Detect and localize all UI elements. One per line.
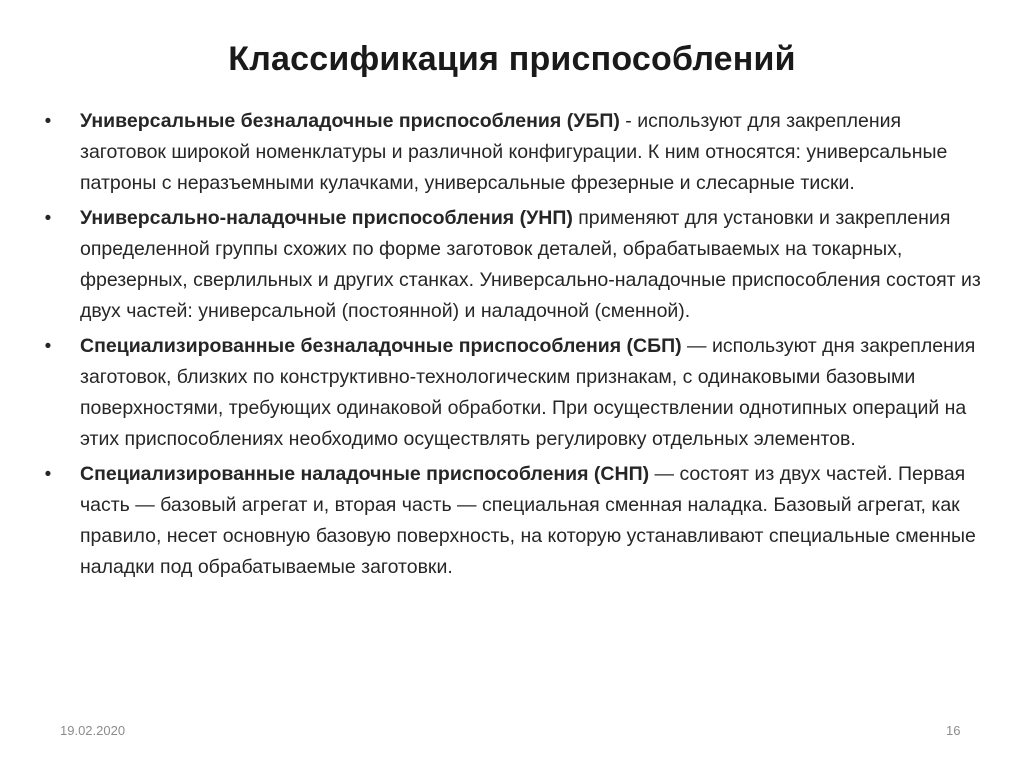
bullet-icon: • — [44, 111, 52, 132]
item-description: — состоят из двух частей. Первая часть — базовый агрегат и, вторая часть — специальная сменная наладка. Базовый агрегат, как правило, несет основную базовую поверхность, на которую устанавливают специальные сменные наладки под обрабатываемые заготовки. — [80, 463, 976, 578]
list-item — [38, 203, 988, 327]
page-number: 16 — [946, 723, 961, 738]
list-item — [38, 459, 988, 583]
item-description: — используют дня закрепления заготовок, близких по конструктивно-технологическим признакам, с одинаковыми базовыми поверхностями, требующих одинаковой обработки. При осуществлении однотипных операций на этих приспособлениях необходимо осуществлять регулировку отдельных элементов. — [80, 335, 976, 450]
term-label: Универсальные безналадочные приспособления (УБП) — [80, 110, 620, 132]
list-item — [38, 106, 988, 199]
list-item — [38, 331, 988, 455]
bullet-icon: • — [44, 336, 52, 357]
footer-date: 19.02.2020 — [60, 723, 126, 738]
bullet-icon: • — [44, 208, 52, 229]
item-description: - используют для закрепления заготовок широкой номенклатуры и различной конфигурации. К ним относятся: универсальные патроны с неразъемными кулачками, универсальные фрезерные и слесарные тиски. — [80, 110, 948, 194]
term-label: Специализированные наладочные приспособления (СНП) — [80, 463, 650, 485]
slide-title: Классификация приспособлений — [228, 40, 796, 78]
bullet-list — [38, 106, 988, 587]
bullet-icon: • — [44, 464, 52, 485]
term-label: Универсально-наладочные приспособления (УНП) — [80, 207, 573, 229]
item-description: применяют для установки и закрепления определенной группы схожих по форме заготовок деталей, обрабатываемых на токарных, фрезерных, сверлильных и других станках. Универсально-наладочные приспособления состоят из двух частей: универсальной (постоянной) и наладочной (сменной). — [80, 207, 981, 322]
term-label: Специализированные безналадочные приспособления (СБП) — [80, 335, 682, 357]
